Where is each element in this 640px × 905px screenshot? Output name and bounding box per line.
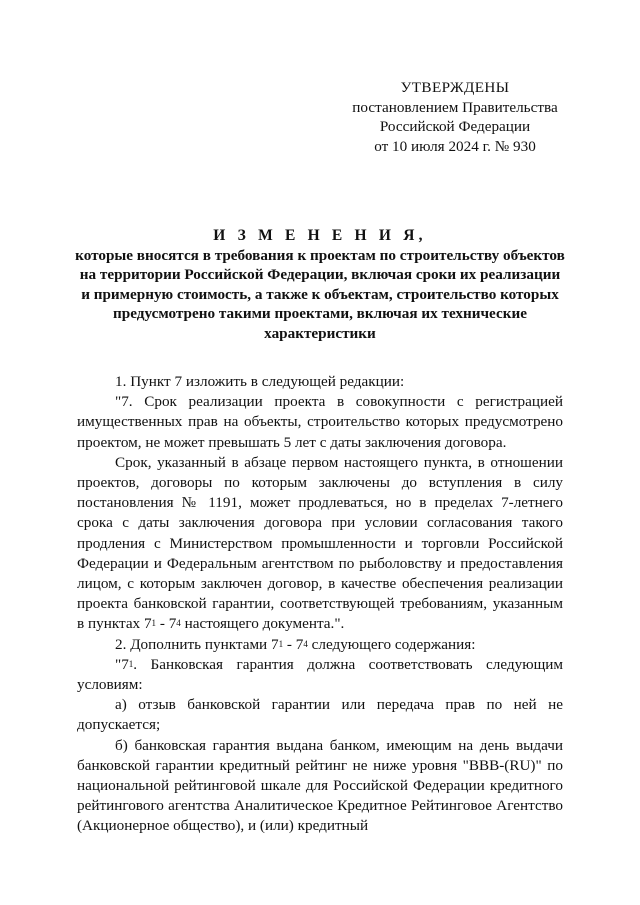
subtitle-line: на территории Российской Федерации, включая сроки их реализации [79,266,561,284]
paragraph [77,453,563,635]
paragraph-text: . Банковская гарантия должна соответствовать следующим условиям: [77,655,563,694]
superscript: 4 [176,618,181,629]
superscript: 1 [278,638,284,649]
approval-title: УТВЕРЖДЕНЫ [400,79,510,96]
paragraph-text: следующего содержания: [307,635,476,653]
superscript: 1 [151,618,157,629]
subtitle-line: и примерную стоимость, а также к объектам, строительство которых [81,285,559,303]
paragraph-text: - 7 [283,635,304,653]
paragraph: а) отзыв банковской гарантии или передача прав по ней не допускается; [77,696,563,734]
document-body [77,372,563,837]
document-subtitle [68,246,572,343]
approval-date: от 10 июля 2024 г. № 930 [374,137,536,155]
approval-line: Российской Федерации [379,118,531,135]
paragraph-text: - 7 [156,615,177,633]
superscript: 1 [128,658,134,669]
superscript: 4 [303,638,308,649]
approval-stamp [330,78,580,156]
paragraph-text: Срок, указанный в абзаце первом настоящего пункта, в отношении проектов, договоры по которым заключены до вступления в силу постановления № 1191, может продлеваться, но в пределах 7-летнего срока с даты заключения договора при условии согласования такого продления с Министерством промышленности и торговли Российской Федерации и Федеральным агентством по рыболовству и предоставления лицом, с которым заключен договор, в качестве обеспечения реализации проекта банковской гарантии, соответствующей требованиям, указанным в пунктах 7 [77,453,563,633]
paragraph: "7. Срок реализации проекта в совокупности с регистрацией имущественных прав на объекты, строительство которых предусмотрено проектом, не может превышать 5 лет с даты заключения договора. [77,393,563,451]
paragraph [77,655,563,695]
subtitle-line: предусмотрено такими проектами, включая их технические [113,305,527,323]
document-title: И З М Е Н Е Н И Я, [213,227,427,244]
paragraph: 1. Пункт 7 изложить в следующей редакции: [115,373,405,390]
paragraph-text: настоящего документа.". [180,615,345,633]
paragraph-text: 2. Дополнить пунктами 7 [115,635,279,653]
approval-line: постановлением Правительства [352,98,558,116]
paragraph: б) банковская гарантия выдана банком, имеющим на день выдачи банковской гарантии кредитный рейтинг не ниже уровня "BBB-(RU)" по национальной рейтинговой шкале для Российской Федерации кредитного рейтингового агентства Аналитическое Кредитное Рейтинговое Агентство (Акционерное общество), и (или) кредитный [77,736,563,835]
paragraph-text: "7 [115,655,129,673]
subtitle-line: которые вносятся в требования к проектам по строительству объектов [75,247,565,264]
paragraph [77,635,563,655]
subtitle-line: характеристики [264,324,376,342]
